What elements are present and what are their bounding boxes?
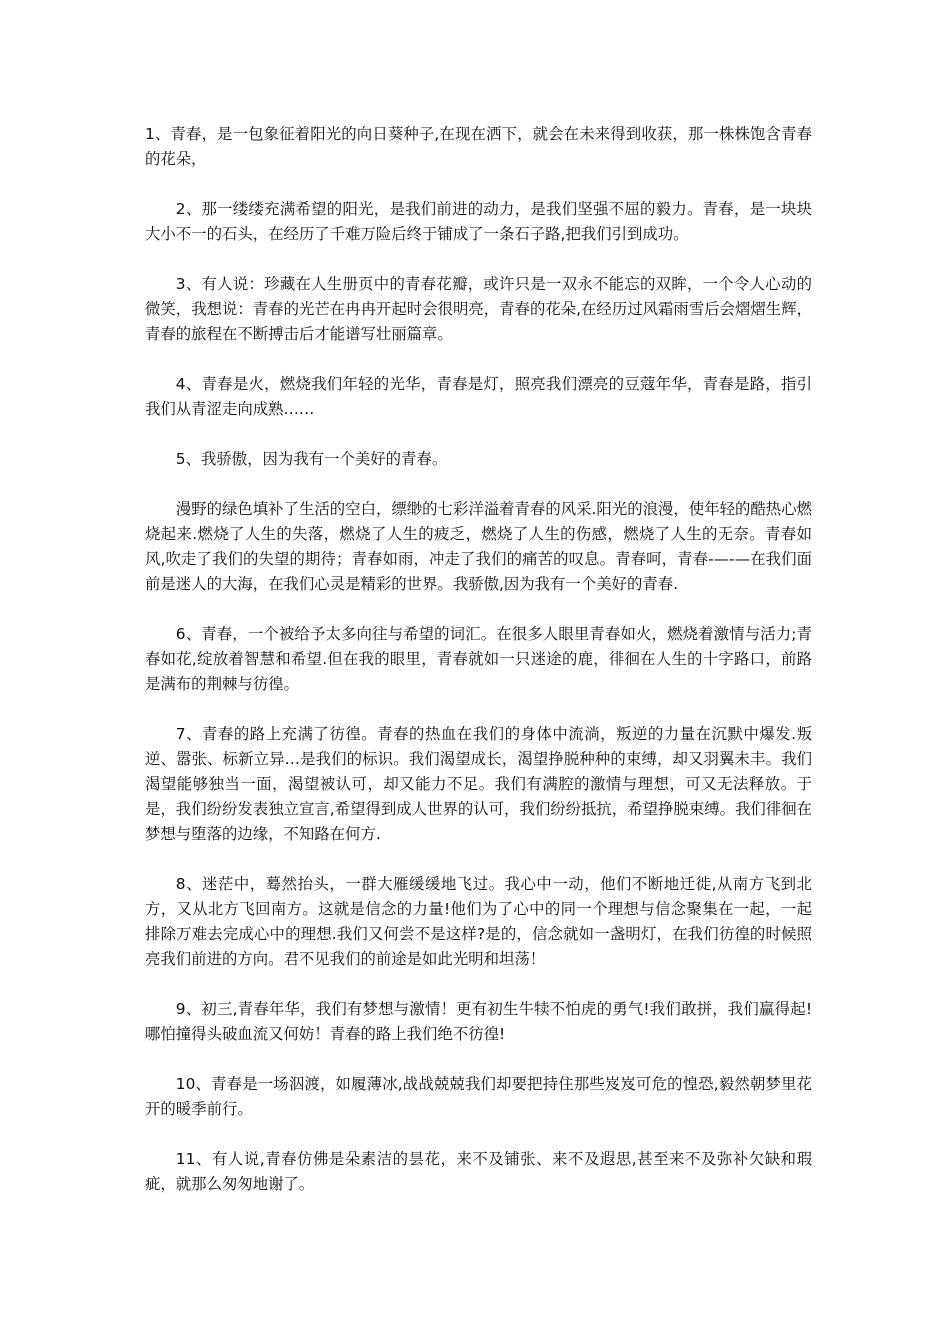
paragraph-4: 4、青春是火，燃烧我们年轻的光华，青春是灯，照亮我们漂亮的豆蔻年华，青春是路，指引我们从青涩走向成熟…… — [145, 375, 812, 418]
paragraph-11: 11、有人说,青春仿佛是朵素洁的昙花，来不及铺张、来不及遐思,甚至来不及弥补欠缺和瑕疵，就那么匆匆地谢了。 — [145, 1150, 812, 1193]
paragraph-1: 1、青春，是一包象征着阳光的向日葵种子,在现在洒下，就会在未来得到收获，那一株株饱含青春的花朵， — [145, 125, 812, 168]
paragraph-5-continued: 漫野的绿色填补了生活的空白，缥缈的七彩洋溢着青春的风采.阳光的浪漫，使年轻的酷热心燃烧起来.燃烧了人生的失落，燃烧了人生的疲乏，燃烧了人生的伤感，燃烧了人生的无奈。青春如风,吹走了我们的失望的期待；青春如雨，冲走了我们的痛苦的叹息。青春呵，青春-—-—在我们面前是迷人的大海，在我们心灵是精彩的世界。我骄傲,因为我有一个美好的青春. — [145, 500, 812, 593]
paragraph-6: 6、青春，一个被给予太多向往与希望的词汇。在很多人眼里青春如火，燃烧着激情与活力;青春如花,绽放着智慧和希望.但在我的眼里，青春就如一只迷途的鹿，徘徊在人生的十字路口，前路是满布的荆棘与彷徨。 — [145, 625, 812, 693]
paragraph-7: 7、青春的路上充满了彷徨。青春的热血在我们的身体中流淌，叛逆的力量在沉默中爆发.叛逆、嚣张、标新立异…是我们的标识。我们渴望成长，渴望挣脱种种的束缚，却又羽翼未丰。我们渴望能够独当一面，渴望被认可，却又能力不足。我们有满腔的激情与理想，可又无法释放。于是，我们纷纷发表独立宣言,希望得到成人世界的认可，我们纷纷抵抗，希望挣脱束缚。我们徘徊在梦想与堕落的边缘，不知路在何方. — [145, 725, 812, 843]
paragraph-2: 2、那一缕缕充满希望的阳光，是我们前进的动力，是我们坚强不屈的毅力。青春，是一块块大小不一的石头，在经历了千难万险后终于铺成了一条石子路,把我们引到成功。 — [145, 200, 812, 243]
document-body — [145, 122, 812, 1222]
paragraph-5: 5、我骄傲，因为我有一个美好的青春。 — [175, 450, 448, 468]
paragraph-9: 9、初三,青春年华，我们有梦想与激情！更有初生牛犊不怕虎的勇气!我们敢拼，我们赢得起!哪怕撞得头破血流又何妨！青春的路上我们绝不彷徨! — [145, 1000, 812, 1043]
paragraph-10: 10、青春是一场泅渡，如履薄冰,战战兢兢我们却要把持住那些岌岌可危的惶恐,毅然朝梦里花开的暖季前行。 — [145, 1075, 812, 1118]
paragraph-3: 3、有人说：珍藏在人生册页中的青春花瓣，或许只是一双永不能忘的双眸，一个令人心动的微笑，我想说：青春的光芒在冉冉开起时会很明亮，青春的花朵,在经历过风霜雨雪后会熠熠生辉，青春的旅程在不断搏击后才能谱写壮丽篇章。 — [145, 275, 812, 343]
paragraph-8: 8、迷茫中，蓦然抬头，一群大雁缓缓地飞过。我心中一动，他们不断地迁徙,从南方飞到北方，又从北方飞回南方。这就是信念的力量!他们为了心中的同一个理想与信念聚集在一起，一起排除万难去完成心中的理想.我们又何尝不是这样?是的，信念就如一盏明灯，在我们彷徨的时候照亮我们前进的方向。君不见我们的前途是如此光明和坦荡！ — [145, 875, 812, 968]
